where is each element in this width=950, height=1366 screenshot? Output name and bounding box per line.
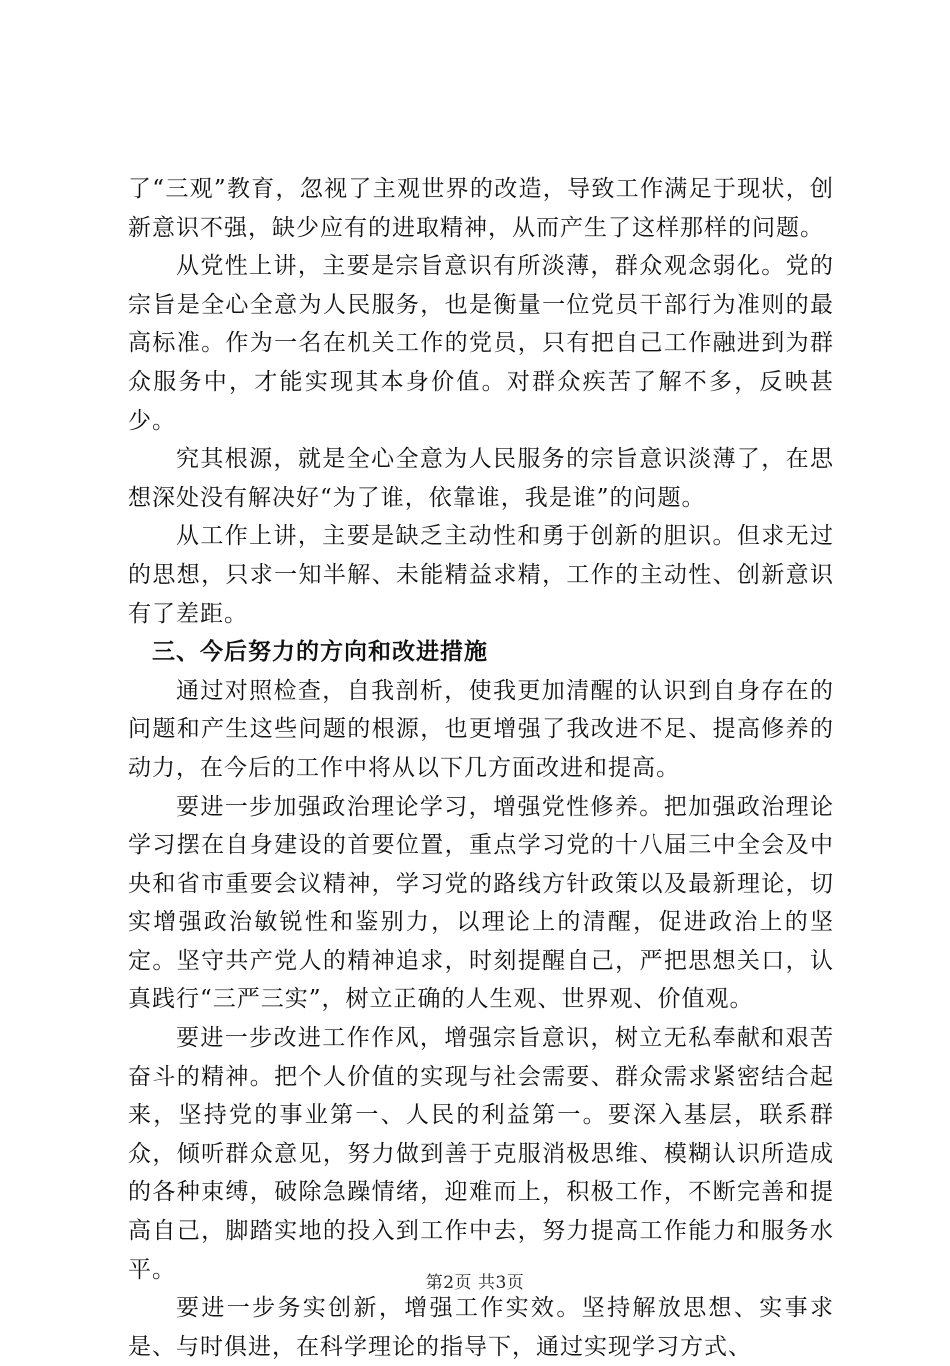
section-heading: 三、今后努力的方向和改进措施 <box>152 639 488 666</box>
paragraph-1: 了“三观”教育，忽视了主观世界的改造，导致工作满足于现状，创新意识不强，缺少应有的进取精神，从而产生了这样那样的问题。 <box>128 176 834 241</box>
document-body <box>128 170 834 1366</box>
paragraph-3: 究其根源，就是全心全意为人民服务的宗旨意识淡薄了，在思想深处没有解决好“为了谁，依靠谁，我是谁”的问题。 <box>128 446 834 511</box>
page-number-footer: 第2页 共3页 <box>425 1273 525 1293</box>
paragraph-4: 从工作上讲，主要是缺乏主动性和勇于创新的胆识。但求无过的思想，只求一知半解、未能精益求精，工作的主动性、创新意识有了差距。 <box>128 523 834 627</box>
section-paragraph-3: 要进一步改进工作作风，增强宗旨意识，树立无私奉献和艰苦奋斗的精神。把个人价值的实现与社会需要、群众需求紧密结合起来，坚持党的事业第一、人民的利益第一。要深入基层，联系群众，倾听群众意见，努力做到善于克服消极思维、模糊认识所造成的各种束缚，破除急躁情绪，迎难而上，积极工作，不断完善和提高自己，脚踏实地的投入到工作中去，努力提高工作能力和服务水平。 <box>128 1025 834 1283</box>
paragraph-2: 从党性上讲，主要是宗旨意识有所淡薄，群众观念弱化。党的宗旨是全心全意为人民服务，也是衡量一位党员干部行为准则的最高标准。作为一名在机关工作的党员，只有把自己工作融进到为群众服务中，才能实现其本身价值。对群众疾苦了解不多，反映甚少。 <box>128 253 834 434</box>
section-paragraph-1: 通过对照检查，自我剖析，使我更加清醒的认识到自身存在的问题和产生这些问题的根源，也更增强了我改进不足、提高修养的动力，在今后的工作中将从以下几方面改进和提高。 <box>128 677 834 781</box>
section-paragraph-4: 要进一步务实创新，增强工作实效。坚持解放思想、实事求是、与时俱进，在科学理论的指导下，通过实现学习方式、 <box>128 1295 834 1360</box>
section-paragraph-2: 要进一步加强政治理论学习，增强党性修养。把加强政治理论学习摆在自身建设的首要位置，重点学习党的十八届三中全会及中央和省市重要会议精神，学习党的路线方针政策以及最新理论，切实增强政治敏锐性和鉴别力，以理论上的清醒，促进政治上的坚定。坚守共产党人的精神追求，时刻提醒自己，严把思想关口，认真践行“三严三实”，树立正确的人生观、世界观、价值观。 <box>128 793 834 1013</box>
